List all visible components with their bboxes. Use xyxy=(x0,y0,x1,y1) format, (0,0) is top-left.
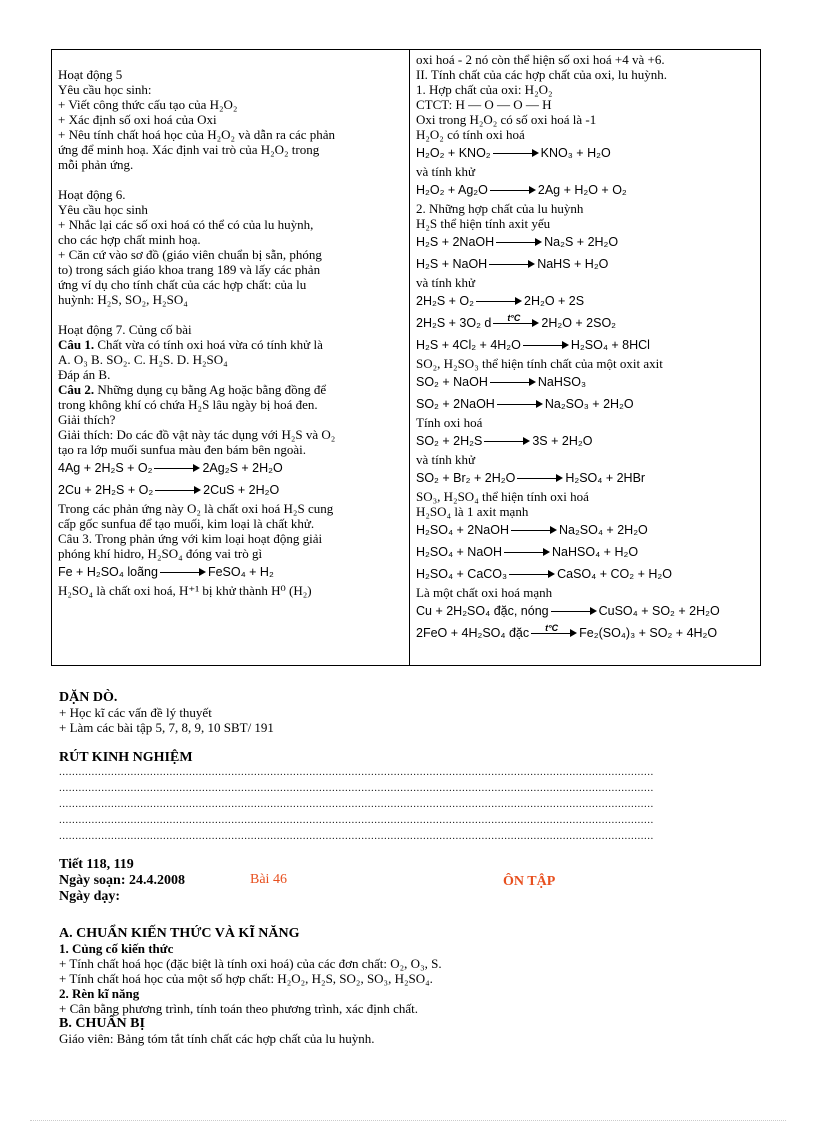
question-2 xyxy=(58,382,404,397)
question-2-note: cấp gốc sunfua để tạo muối, kim loại là chất khử. xyxy=(58,516,315,531)
lesson-table xyxy=(51,49,761,666)
text-line: SO₂, H₂SO₃ thể hiện tính chất của một oxit axit xyxy=(416,356,663,371)
text-line: CTCT: H — O — O — H xyxy=(416,97,552,112)
equation xyxy=(416,142,756,164)
reaction-arrow-icon xyxy=(490,378,536,388)
equation-rhs: Fe₂(SO₄)₃ + SO₂ + 4H₂O xyxy=(579,626,718,640)
question-2-text: Giải thích? xyxy=(58,412,116,427)
reaction-arrow-icon xyxy=(155,486,201,496)
reaction-arrow-icon xyxy=(493,312,539,329)
text-line: và tính khử xyxy=(416,275,476,290)
text-line: H₂SO₄ là 1 axit mạnh xyxy=(416,504,529,519)
teach-date xyxy=(59,889,120,904)
activity-7-title: Hoạt động 7. Củng cố bài xyxy=(58,322,192,337)
activity-5-bullet: + Nêu tính chất hoá học của H₂O₂ và dẫn ra các phản xyxy=(58,127,336,142)
prep-date-label: Ngày soạn: 24.4.2008 xyxy=(59,873,186,888)
dotted-line: ....................................................................................................................................................................................... xyxy=(59,766,654,778)
homework-item: + Làm các bài tập 5, 7, 8, 9, 10 SBT/ 191 xyxy=(59,720,274,735)
question-3: Câu 3. Trong phản ứng với kim loại hoạt động giải xyxy=(58,531,323,546)
equation-lhs: Cu + 2H₂SO₄ đặc, nóng xyxy=(416,604,549,618)
homework-item: + Học kĩ các vấn đề lý thuyết xyxy=(59,705,212,720)
equation xyxy=(416,519,756,541)
equation-rhs: CaSO₄ + CO₂ + H₂O xyxy=(557,567,672,581)
subsection-title: 1. Củng cố kiến thức xyxy=(59,941,174,956)
question-1-answer: Đáp án B. xyxy=(58,367,111,382)
reaction-arrow-icon xyxy=(490,186,536,196)
text-line: oxi hoá - 2 nó còn thể hiện số oxi hoá +4 và +6. xyxy=(416,52,665,67)
text-line: SO₃, H₂SO₄ thể hiện tính oxi hoá xyxy=(416,489,589,504)
experience-heading: RÚT KINH NGHIỆM xyxy=(59,750,193,765)
preparation-item: Giáo viên: Bảng tóm tắt tính chất các hợp chất của lu huỳnh. xyxy=(59,1031,375,1046)
equation-rhs: NaHS + H₂O xyxy=(537,257,609,271)
text-line: Là một chất oxi hoá mạnh xyxy=(416,585,553,600)
lesson-period xyxy=(59,857,134,872)
text-line: và tính khử xyxy=(416,452,476,467)
reaction-arrow-icon xyxy=(531,622,577,639)
activity-6-request: Yêu cầu học sinh xyxy=(58,202,148,217)
dotted-line: ....................................................................................................................................................................................... xyxy=(59,814,654,826)
section-b-title: B. CHUẨN BỊ xyxy=(59,1016,145,1031)
reaction-arrow-icon xyxy=(509,570,555,580)
equation-lhs: SO₂ + 2NaOH xyxy=(416,397,495,411)
activity-6-bullet: + Căn cứ vào sơ đồ (giáo viên chuẩn bị sẵn, phóng xyxy=(58,247,322,262)
question-2-note: Trong các phản ứng này O₂ là chất oxi hoá H₂S cung xyxy=(58,501,334,516)
equation-lhs: 2FeO + 4H₂SO₄ đặc xyxy=(416,626,530,640)
question-3-answer: H₂SO₄ là chất oxi hoá, H⁺¹ bị khử thành H⁰ (H₂) xyxy=(58,583,312,598)
section-a-title: A. CHUẨN KIẾN THỨC VÀ KĨ NĂNG xyxy=(59,926,300,941)
reaction-arrow-icon xyxy=(517,474,563,484)
subsection-title: 2. Rèn kĩ năng xyxy=(59,986,140,1001)
reaction-condition: t°C xyxy=(545,622,559,633)
equation xyxy=(58,561,404,583)
lesson-title: ÔN TẬP xyxy=(503,874,556,889)
equation-lhs: Fe + H₂SO₄ loãng xyxy=(58,565,158,579)
text-line: và tính khử xyxy=(416,164,476,179)
equation-lhs: H₂S + NaOH xyxy=(416,257,488,271)
equation xyxy=(416,563,756,585)
activity-6-bullet: + Nhắc lại các số oxi hoá có thể có của lu huỳnh, xyxy=(58,217,314,232)
reaction-arrow-icon xyxy=(484,437,530,447)
knowledge-item: + Tính chất hoá học (đặc biệt là tính oxi hoá) của các đơn chất: O₂, O₃, S. xyxy=(59,956,442,971)
equation xyxy=(416,600,756,622)
equation-lhs: H₂O₂ + KNO₂ xyxy=(416,146,491,160)
equation-lhs: H₂O₂ + Ag₂O xyxy=(416,183,488,197)
reaction-arrow-icon xyxy=(496,238,542,248)
activity-5-request: Yêu cầu học sinh: xyxy=(58,82,152,97)
equation-lhs: 2H₂S + O₂ xyxy=(416,294,474,308)
period-label: Tiết 118, 119 xyxy=(59,857,134,872)
activity-5-bullet: mỗi phản ứng. xyxy=(58,157,134,172)
equation-lhs: 4Ag + 2H₂S + O₂ xyxy=(58,461,153,475)
equation-rhs: 2Ag + H₂O + O₂ xyxy=(537,183,627,197)
section-heading: 2. Những hợp chất của lu huỳnh xyxy=(416,201,584,216)
reaction-arrow-icon xyxy=(497,400,543,410)
equation-rhs: H₂SO₄ + 2HBr xyxy=(565,471,646,485)
left-column xyxy=(58,50,404,598)
equation-lhs: 2H₂S + 3O₂ d xyxy=(416,316,492,330)
reaction-arrow-icon xyxy=(511,526,557,536)
equation-rhs: 2Ag₂S + 2H₂O xyxy=(202,461,283,475)
homework-title: DẶN DÒ. xyxy=(59,690,118,705)
equation-lhs: 2Cu + 2H₂S + O₂ xyxy=(58,483,154,497)
question-1-options: A. O₃ B. SO₂. C. H₂S. D. H₂SO₄ xyxy=(58,352,228,367)
equation xyxy=(416,312,756,334)
question-1 xyxy=(58,337,404,352)
equation-lhs: H₂SO₄ + CaCO₃ xyxy=(416,567,508,581)
reaction-arrow-icon xyxy=(551,607,597,617)
prep-date xyxy=(59,873,185,888)
equation-rhs: Na₂S + 2H₂O xyxy=(544,235,619,249)
question-2-text: trong không khí có chứa H₂S lâu ngày bị hoá đen. xyxy=(58,397,318,412)
equation xyxy=(416,430,756,452)
equation xyxy=(416,334,756,356)
teach-date-label: Ngày dạy: xyxy=(59,889,121,904)
question-2-answer: tạo ra lớp muối sunfua màu đen bám bên ngoài. xyxy=(58,442,307,457)
reaction-arrow-icon xyxy=(489,260,535,270)
activity-6-bullet: cho các hợp chất minh hoạ. xyxy=(58,232,201,247)
activity-6-title: Hoạt động 6. xyxy=(58,187,126,202)
equation xyxy=(416,231,756,253)
reaction-arrow-icon xyxy=(476,297,522,307)
equation-lhs: H₂S + 2NaOH xyxy=(416,235,495,249)
question-2-answer: Giải thích: Do các đồ vật này tác dụng với H₂S và O₂ xyxy=(58,427,336,442)
activity-6-bullet: to) trong sách giáo khoa trang 189 và lấy các phản xyxy=(58,262,321,277)
equation-rhs: Na₂SO₃ + 2H₂O xyxy=(544,397,634,411)
equation-rhs: NaHSO₄ + H₂O xyxy=(552,545,639,559)
equation-lhs: H₂S + 4Cl₂ + 4H₂O xyxy=(416,338,521,352)
dotted-line: ....................................................................................................................................................................................... xyxy=(59,782,654,794)
equation-lhs: SO₂ + NaOH xyxy=(416,375,488,389)
equation-lhs: H₂SO₄ + 2NaOH xyxy=(416,523,509,537)
equation-rhs: KNO₃ + H₂O xyxy=(540,146,611,160)
equation xyxy=(416,541,756,563)
equation xyxy=(416,622,756,644)
equation-rhs: 2CuS + 2H₂O xyxy=(203,483,280,497)
question-2-label: Câu 2. xyxy=(58,382,95,397)
equation-rhs: H₂SO₄ + 8HCl xyxy=(570,338,650,352)
activity-5-bullet: + Viết công thức cấu tạo của H₂O₂ xyxy=(58,97,238,112)
equation xyxy=(416,371,756,393)
knowledge-item: + Tính chất hoá học của một số hợp chất: H₂O₂, H₂S, SO₂, SO₃, H₂SO₄. xyxy=(59,971,433,986)
page-bottom-border xyxy=(30,1120,786,1121)
question-1-label: Câu 1. xyxy=(58,337,95,352)
equation-rhs: 3S + 2H₂O xyxy=(532,434,593,448)
activity-5-bullet: ứng để minh hoạ. Xác định vai trò của H₂O₂ trong xyxy=(58,142,320,157)
section-a xyxy=(59,926,442,1046)
equation-rhs: 2H₂O + 2SO₂ xyxy=(541,316,617,330)
reaction-arrow-icon xyxy=(154,464,200,474)
text-line: Oxi trong H₂O₂ có số oxi hoá là -1 xyxy=(416,112,597,127)
dotted-line: ....................................................................................................................................................................................... xyxy=(59,830,654,842)
equation-rhs: FeSO₄ + H₂ xyxy=(207,565,274,579)
reaction-condition: t°C xyxy=(507,312,521,323)
equation-rhs: Na₂SO₄ + 2H₂O xyxy=(558,523,648,537)
equation-rhs: CuSO₄ + SO₂ + 2H₂O xyxy=(598,604,720,618)
experience-title xyxy=(59,750,193,765)
equation-rhs: NaHSO₃ xyxy=(537,375,587,389)
homework-section xyxy=(59,690,274,735)
equation-lhs: H₂SO₄ + NaOH xyxy=(416,545,503,559)
reaction-arrow-icon xyxy=(504,548,550,558)
equation xyxy=(416,467,756,489)
section-heading: II. Tính chất của các hợp chất của oxi, lu huỳnh. xyxy=(416,67,668,82)
reaction-arrow-icon xyxy=(160,568,206,578)
text-line: H₂O₂ có tính oxi hoá xyxy=(416,127,525,142)
reaction-arrow-icon xyxy=(493,149,539,159)
reaction-arrow-icon xyxy=(523,341,569,351)
activity-5-title: Hoạt động 5 xyxy=(58,67,123,82)
lesson-number: Bài 46 xyxy=(250,872,287,887)
column-divider xyxy=(409,50,410,665)
equation xyxy=(416,393,756,415)
equation-lhs: SO₂ + Br₂ + 2H₂O xyxy=(416,471,516,485)
activity-6-bullet: huỳnh: H₂S, SO₂, H₂SO₄ xyxy=(58,292,188,307)
equation-lhs: SO₂ + 2H₂S xyxy=(416,434,483,448)
question-2-text: Những dụng cụ bằng Ag hoặc bằng đồng để xyxy=(94,382,327,397)
right-column xyxy=(416,50,756,644)
text-line: Tính oxi hoá xyxy=(416,415,483,430)
equation-rhs: 2H₂O + 2S xyxy=(524,294,585,308)
text-line: H₂S thể hiện tính axit yếu xyxy=(416,216,551,231)
equation xyxy=(416,179,756,201)
question-3: phóng khí hidro, H₂SO₄ đóng vai trò gì xyxy=(58,546,263,561)
equation xyxy=(58,457,404,479)
skill-item: + Cân bằng phương trình, tính toán theo phương trình, xác định chất. xyxy=(59,1001,419,1016)
text-line: 1. Hợp chất của oxi: H₂O₂ xyxy=(416,82,553,97)
equation xyxy=(416,253,756,275)
activity-6-bullet: ứng ví dụ cho tính chất của các hợp chất: của lu xyxy=(58,277,307,292)
equation xyxy=(58,479,404,501)
question-1-text: Chất vừa có tính oxi hoá vừa có tính khử là xyxy=(94,337,323,352)
dotted-line: ....................................................................................................................................................................................... xyxy=(59,798,654,810)
activity-5-bullet: + Xác định số oxi hoá của Oxi xyxy=(58,112,217,127)
equation xyxy=(416,290,756,312)
